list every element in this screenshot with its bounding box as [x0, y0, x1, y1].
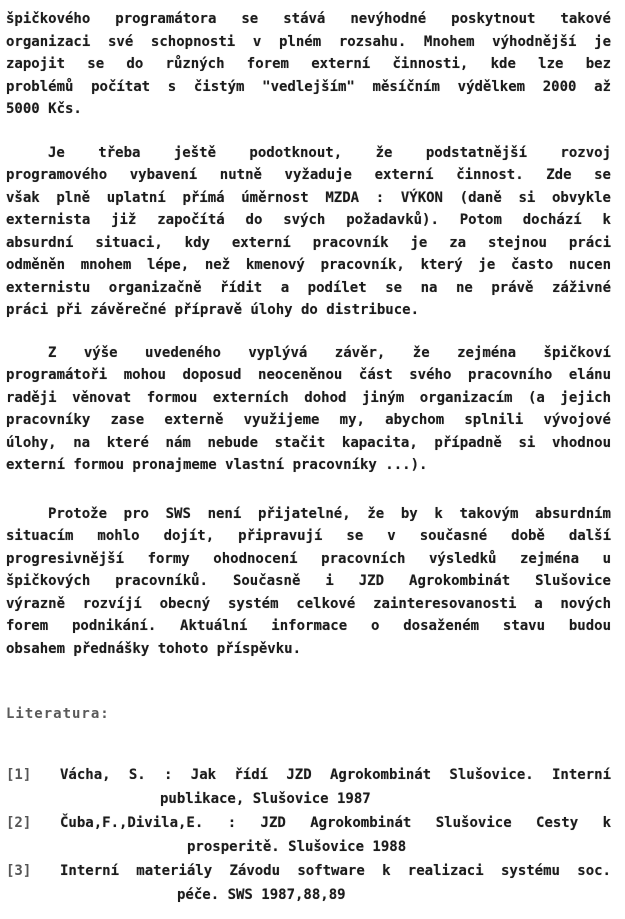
text-line: špičkového programátora se stává nevýhodné poskytnout takové [6, 11, 611, 27]
text-line: zapojit se do různých forem externí činnosti, kde lze bez [6, 56, 611, 72]
paragraph [6, 503, 611, 661]
reference-text: Interní materiály Závodu software k realizaci systému soc. [60, 862, 611, 879]
text-line: progresivnější formy ohodnocení pracovních výsledků zejména u [6, 550, 611, 567]
text-line: situacím mohlo dojít, připravují se v současné době další [6, 528, 611, 544]
text-line: programátoři mohou doposud neoceněnou část svého pracovního elánu [6, 367, 611, 383]
reference-label: [3] [6, 862, 32, 879]
paragraph [6, 8, 611, 121]
reference-continuation: péče. SWS 1987,88,89 [177, 886, 346, 903]
text-line: Protože pro SWS není přijatelné, že by k takovým absurdním [48, 505, 611, 522]
text-line: absurdní situaci, kdy externí pracovník je za stejnou práci [6, 234, 611, 251]
text-line: forem podnikání. Aktuální informace o dosaženém stavu budou [6, 618, 611, 634]
reference-text: Čuba,F.,Divila,E. : JZD Agrokombinát Slušovice Cesty k [60, 814, 611, 831]
text-line: programového vybavení nutně vyžaduje externí činnost. Zde se [6, 167, 611, 183]
text-line: Z výše uvedeného vyplývá závěr, že zejména špičkoví [48, 344, 611, 361]
text-line: 5000 Kčs. [6, 101, 82, 117]
reference-label: [2] [6, 814, 32, 831]
reference-text: Vácha, S. : Jak řídí JZD Agrokombinát Slušovice. Interní [60, 766, 611, 783]
text-line: špičkových pracovníků. Současně i JZD Agrokombinát Slušovice [6, 573, 611, 589]
text-line: externista již započítá do svých požadavků). Potom dochází k [6, 212, 611, 228]
reference-item [6, 811, 611, 859]
text-line: pracovníky zase externě využijeme my, abychom splnili vývojové [6, 412, 611, 428]
paragraph [6, 142, 611, 322]
reference-continuation: prosperitě. Slušovice 1988 [187, 838, 407, 855]
text-line: však plně uplatní přímá úměrnost MZDA : VÝKON (daně si obvykle [6, 189, 611, 206]
text-line: výrazně rozvíjí obecný systém celkové zainteresovanosti a nových [6, 595, 611, 612]
text-line: úlohy, na které nám nebude stačit kapacita, případně si vhodnou [6, 434, 611, 451]
text-line: obsahem přednášky tohoto příspěvku. [6, 640, 302, 657]
text-line: Je třeba ještě podotknout, že podstatnější rozvoj [48, 144, 611, 161]
text-line: práci při závěrečné přípravě úlohy do distribuce. [6, 302, 420, 318]
text-line: externí formou pronajmeme vlastní pracovníky ...). [6, 457, 428, 473]
paragraph [6, 342, 611, 477]
reference-item [6, 859, 611, 907]
text-line: organizaci své schopnosti v plném rozsahu. Mnohem výhodnější je [6, 33, 611, 50]
text-line: problémů počítat s čistým "vedlejším" měsíčním výdělkem 2000 až [6, 78, 611, 95]
reference-list [6, 763, 611, 907]
text-line: externistu organizačně řídit a podílet se na ne právě záživné [6, 279, 611, 296]
reference-item [6, 763, 611, 811]
reference-continuation: publikace, Slušovice 1987 [160, 790, 371, 807]
text-line: odměněn mnohem lépe, než kmenový pracovník, který je často nucen [6, 257, 611, 273]
text-line: raději věnovat formou externích dohod jiným organizacím (a jejich [6, 389, 611, 406]
literature-heading: Literatura: [6, 706, 110, 722]
reference-label: [1] [6, 766, 32, 783]
